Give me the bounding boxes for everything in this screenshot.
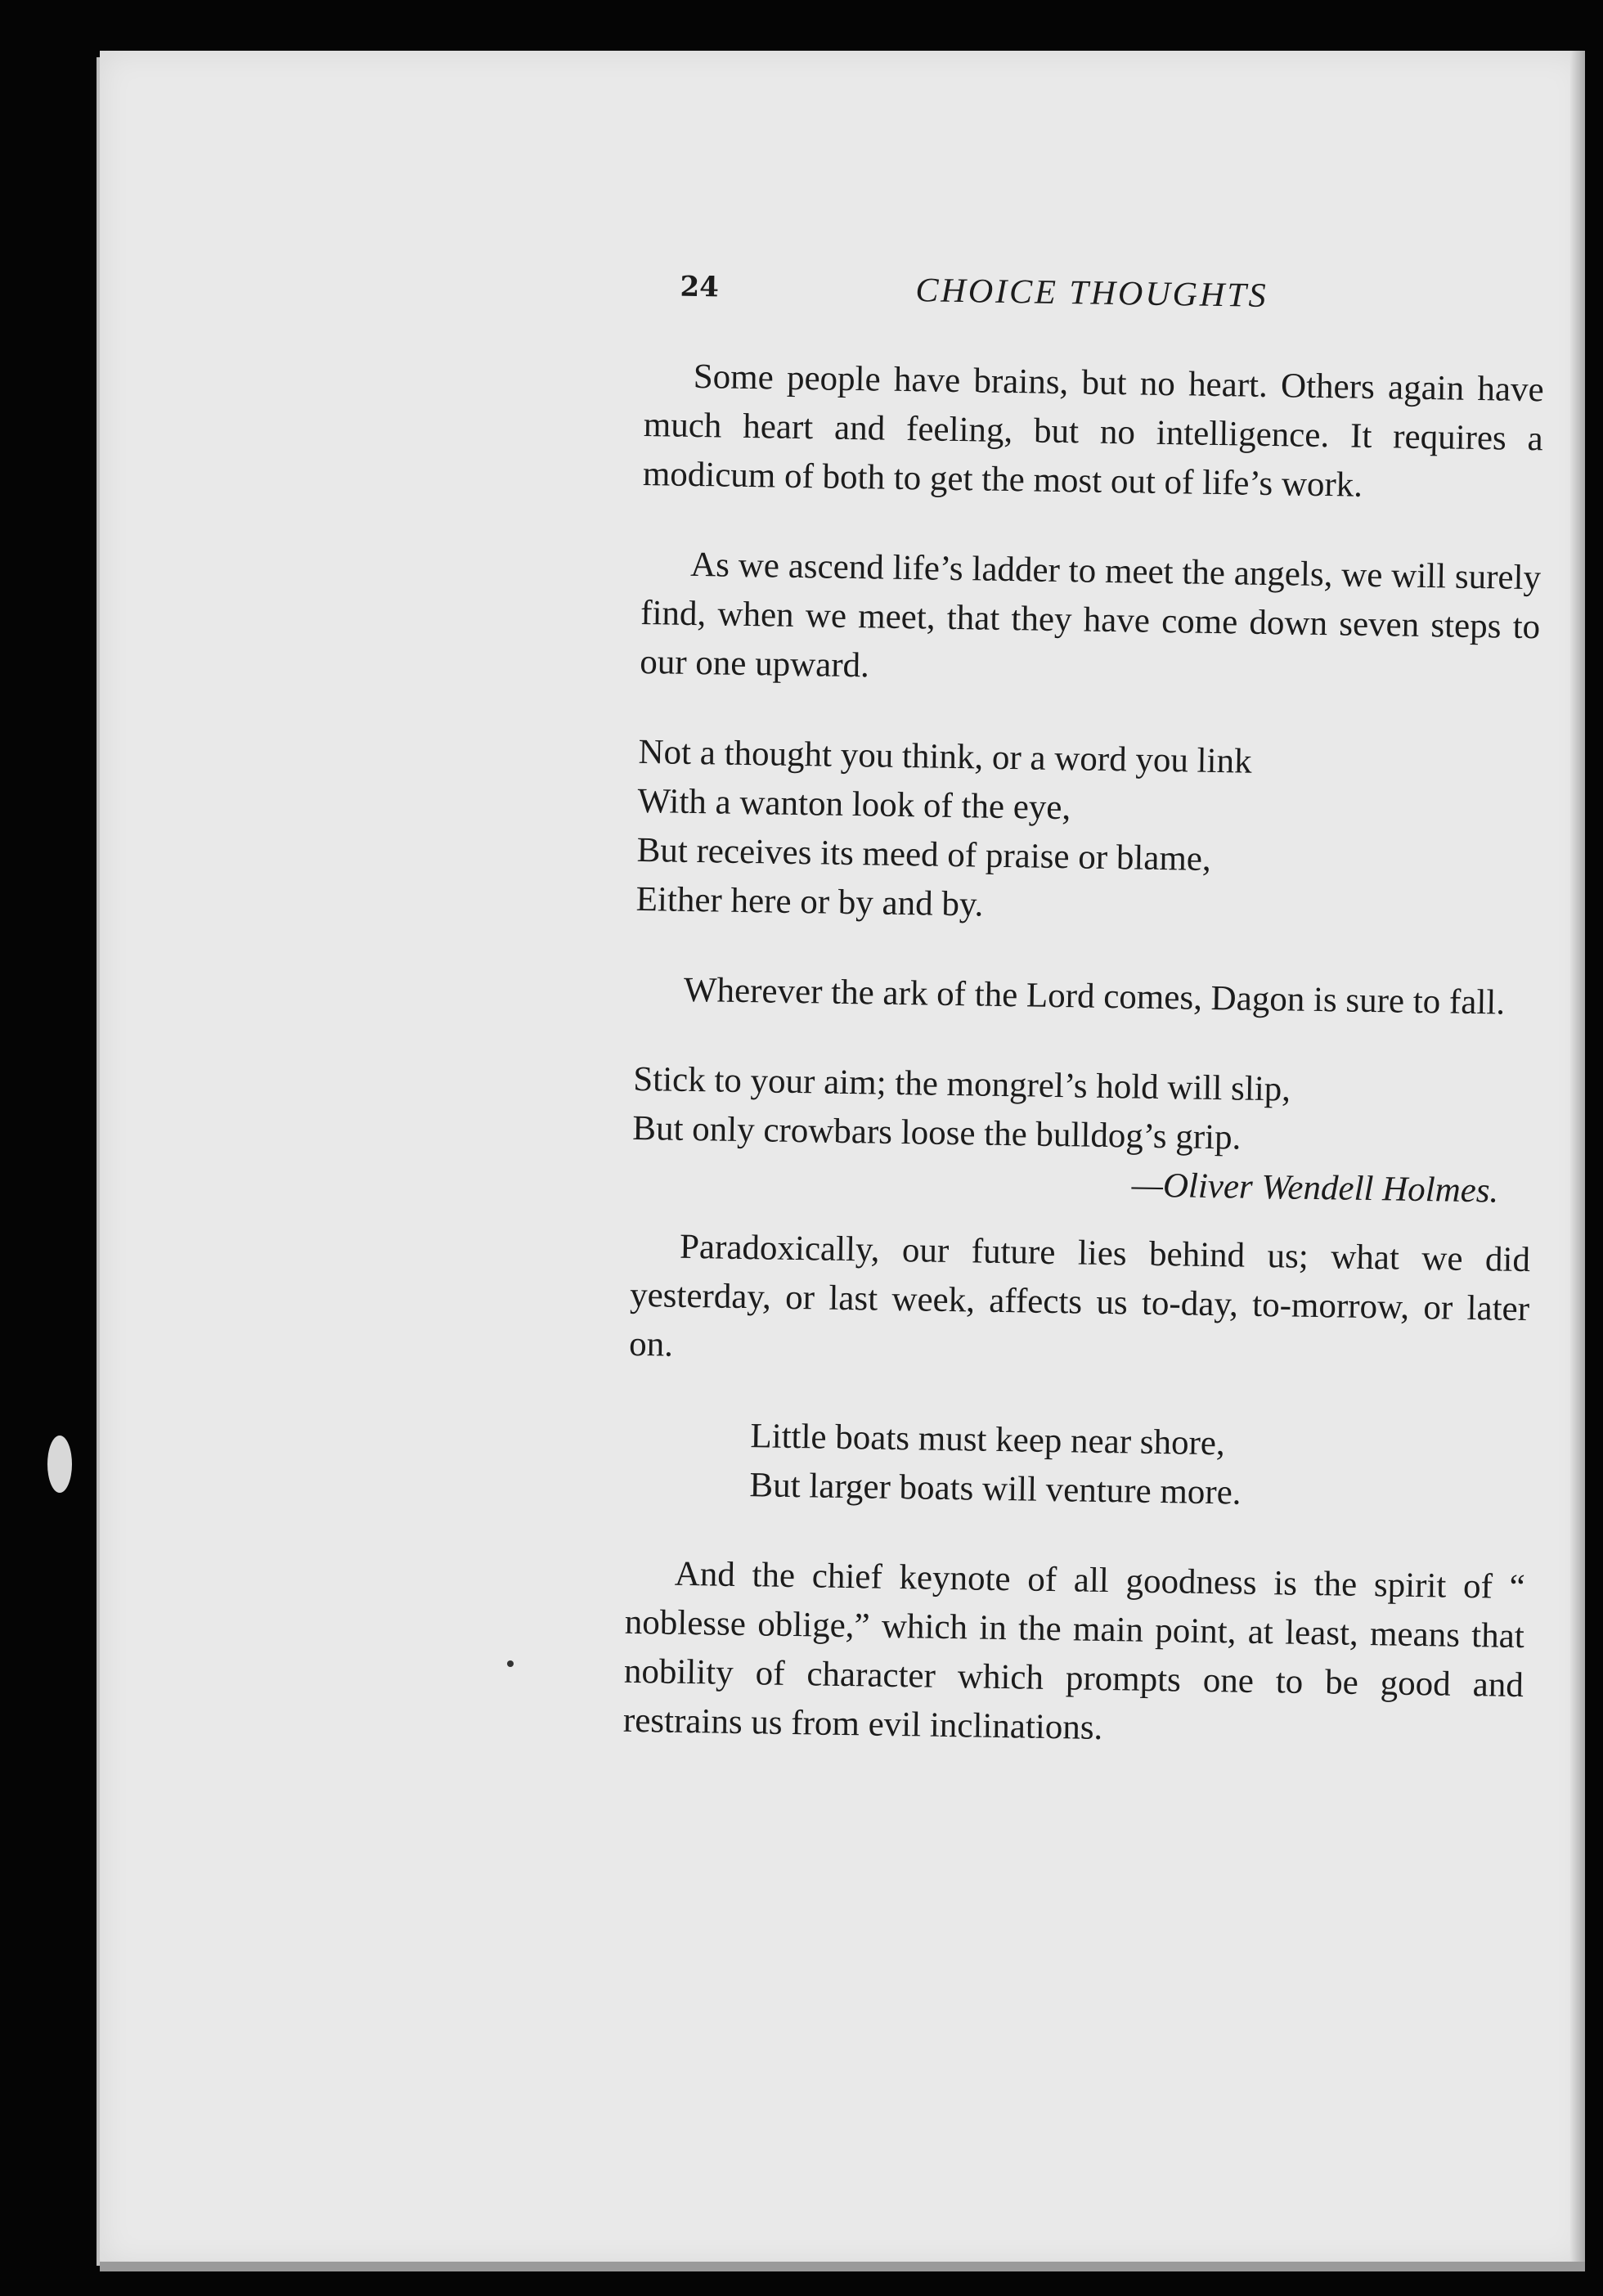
verse-boats xyxy=(626,1410,1528,1522)
page-text xyxy=(622,262,1546,1800)
verse-thought xyxy=(635,728,1538,938)
verse-bulldog xyxy=(631,1055,1533,1216)
passage-ladder: As we ascend life’s ladder to meet the angels, we will surely find, when we meet, that they have come down seven steps to our one upward. xyxy=(639,545,1542,685)
verse-line: Little boats must keep near shore, xyxy=(750,1417,1226,1463)
verse-line: Either here or by and by. xyxy=(635,879,984,924)
passage-ark: Wherever the ark of the Lord comes, Dagon is sure to fall. xyxy=(683,970,1506,1022)
passage-paradox: Paradoxically, our future lies behind us; what we did yesterday, or last week, affects us to-day, to-morrow, or later on. xyxy=(628,1227,1531,1364)
passage-brains-heart: Some people have brains, but no heart. Others again have much heart and feeling, but no intelligence. It requires a modicum of both to get the most out of life’s work. xyxy=(642,357,1545,505)
page-edge-right xyxy=(1570,51,1585,2266)
verse-line: But only crowbars loose the bulldog’s grip. xyxy=(631,1108,1242,1157)
verse-line: But larger boats will venture more. xyxy=(749,1466,1242,1512)
scan-blemish xyxy=(47,1436,72,1493)
passage-noblesse: And the chief keynote of all goodness is the spirit of “ noblesse oblige,” which in the main point, at least, means that nobility of character which prompts one to be good and restrains us from evil inclinations. xyxy=(622,1554,1526,1747)
book-title: CHOICE THOUGHTS xyxy=(915,272,1268,315)
verse-line: But receives its meed of praise or blame, xyxy=(636,830,1212,878)
verse-line: Not a thought you think, or a word you link xyxy=(638,732,1252,781)
ink-speck xyxy=(507,1660,514,1667)
verse-line: Stick to your aim; the mongrel’s hold will slip, xyxy=(632,1059,1291,1109)
page-edge-bottom xyxy=(100,2262,1585,2271)
page-number: 24 xyxy=(680,270,720,304)
attribution: —Oliver Wendell Holmes. xyxy=(1131,1166,1499,1211)
verse-line: With a wanton look of the eye, xyxy=(637,781,1071,828)
